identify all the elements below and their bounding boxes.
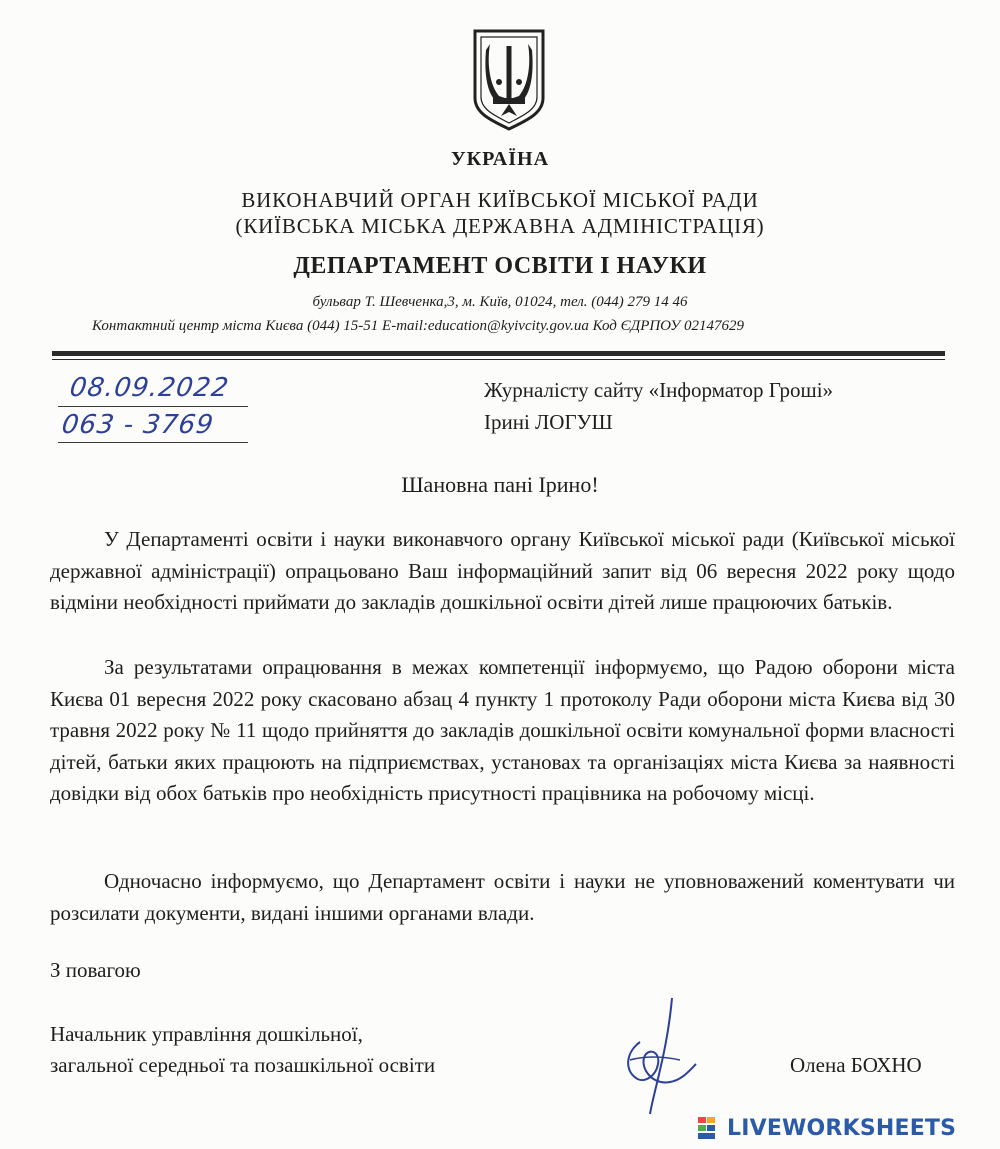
- organization-name: ВИКОНАВЧИЙ ОРГАН КИЇВСЬКОЇ МІСЬКОЇ РАДИ: [241, 188, 759, 212]
- greeting: Шановна пані Ірино!: [401, 472, 599, 497]
- recipient-position: Журналісту сайту «Інформатор Гроші»: [484, 378, 834, 402]
- paragraph-text: За результатами опрацювання в межах компетенції інформуємо, що Радою оборони міста Києва 01 вересня 2022 року скасовано абзац 4 пункту 1 протоколу Ради оборони міста Києва від 30 травня 2022 року № 11 щодо прийняття до закладів дошкільної освіти комунальної форми власності дітей, батьки яких працюють на підприємствах, установах та організаціях міста Києва за наявності довідки від обох батьків про необхідність присутності працівника на робочому місці.: [50, 655, 955, 805]
- organization-subname: (КИЇВСЬКА МІСЬКА ДЕРЖАВНА АДМІНІСТРАЦІЯ): [235, 214, 765, 238]
- coat-of-arms-icon: [471, 28, 547, 132]
- body-paragraph-1: [50, 524, 955, 619]
- body-paragraph-3: [50, 866, 955, 929]
- watermark-text: LIVEWORKSHEETS: [727, 1115, 957, 1141]
- liveworksheets-watermark: [698, 1113, 956, 1143]
- closing-regards: З повагою: [50, 958, 141, 982]
- contact-line: Контактний центр міста Києва (044) 15-51 E-mail:education@kyivcity.gov.ua Код ЄДРПОУ 02147629: [92, 318, 744, 334]
- country-title: УКРАЇНА: [450, 148, 550, 170]
- department-title: ДЕПАРТАМЕНТ ОСВІТИ І НАУКИ: [293, 253, 707, 279]
- signer-name: Олена БОХНО: [790, 1053, 922, 1077]
- signature-icon: [600, 990, 710, 1120]
- registration-underline: [58, 442, 248, 443]
- paragraph-text: Одночасно інформуємо, що Департамент освіти і науки не уповноважений коментувати чи розсилати документи, видані іншими органами влади.: [50, 869, 955, 925]
- registration-underline: [58, 406, 248, 407]
- registration-date: 08.09.2022: [67, 373, 231, 403]
- header-divider-thick: [52, 351, 945, 356]
- paragraph-text: У Департаменті освіти і науки виконавчого органу Київської міської ради (Київської міської державної адміністрації) опрацьовано Ваш інформаційний запит від 06 вересня 2022 року щодо відміни необхідності приймати до закладів дошкільної освіти дітей лише працюючих батьків.: [50, 527, 955, 614]
- address-line: бульвар Т. Шевченка,3, м. Київ, 01024, тел. (044) 279 14 46: [312, 294, 688, 310]
- signer-position-line2: загальної середньої та позашкільної освіти: [50, 1053, 436, 1077]
- registration-number: 063 - 3769: [59, 410, 216, 440]
- header-divider-thin: [52, 359, 945, 360]
- signer-position-line1: Начальник управління дошкільної,: [50, 1022, 363, 1046]
- recipient-name: Ірині ЛОГУШ: [484, 410, 613, 434]
- liveworksheets-logo-icon: [698, 1117, 725, 1139]
- body-paragraph-2: [50, 652, 955, 810]
